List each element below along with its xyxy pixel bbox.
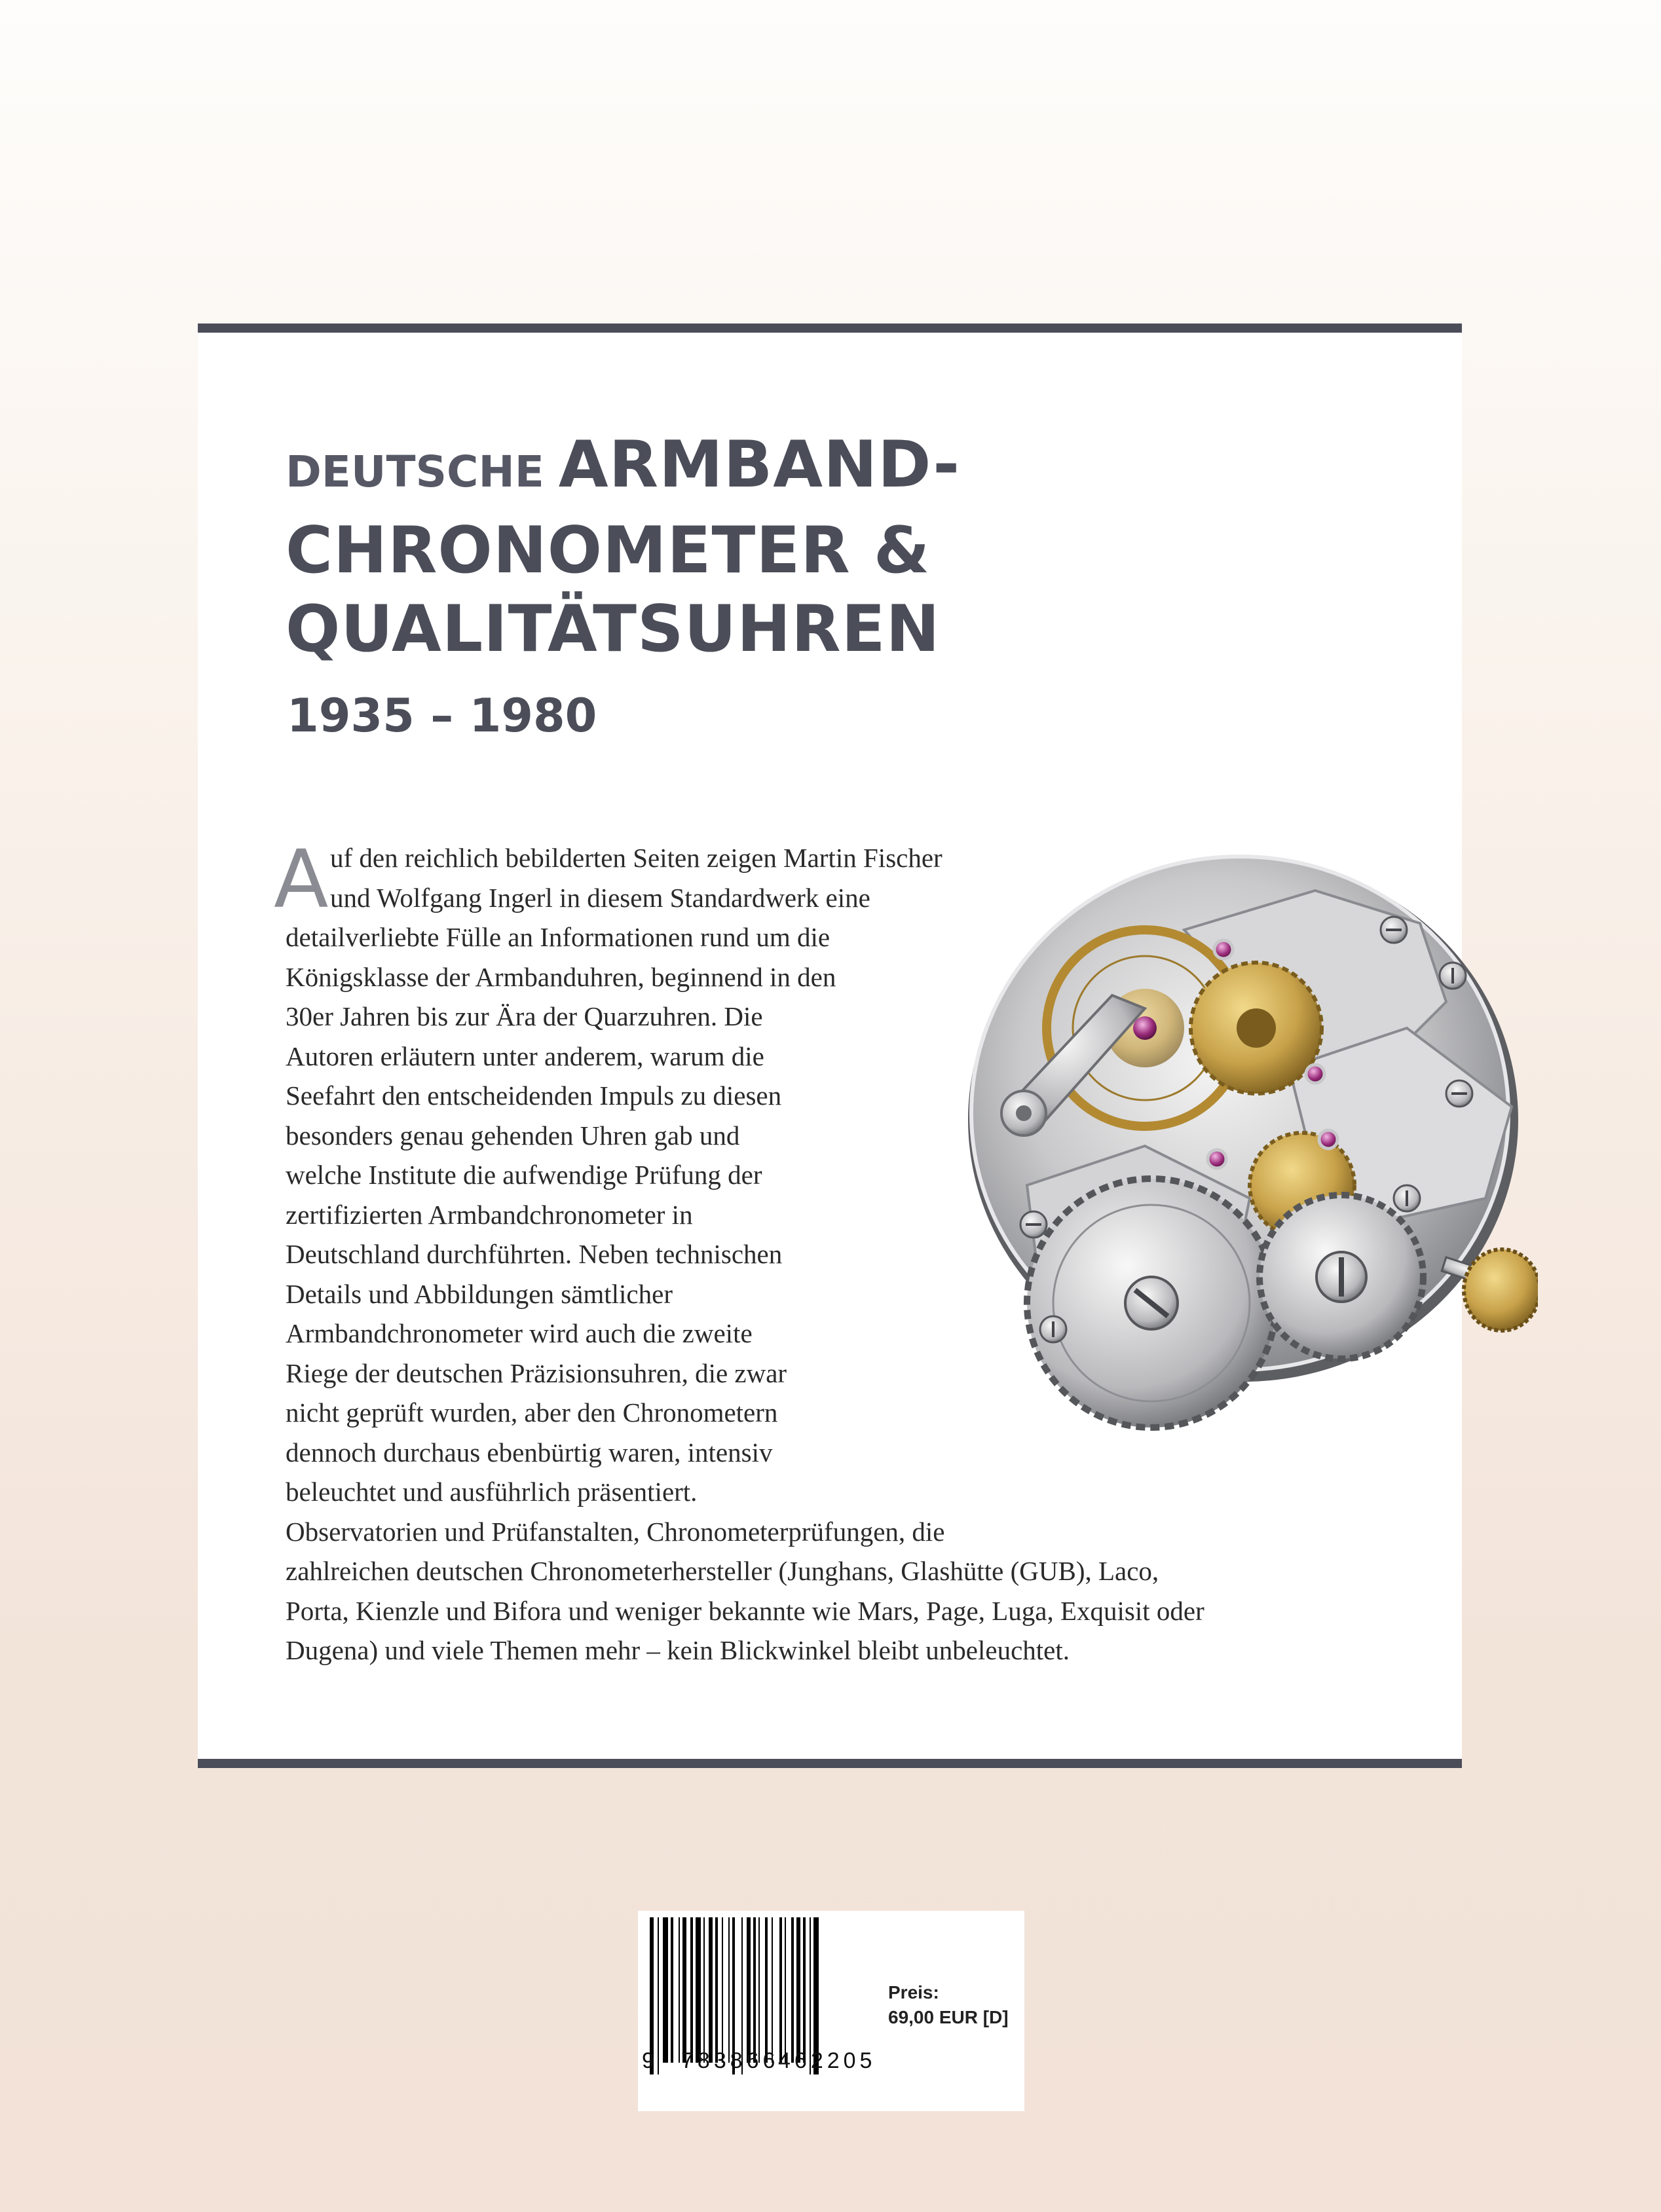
blurb-line: beleuchtet und ausführlich präsentiert. (286, 1477, 698, 1507)
barcode-bar (785, 1917, 786, 2063)
blurb-line: besonders genau gehenden Uhren gab und (286, 1120, 740, 1151)
barcode-bar (758, 1917, 760, 2063)
year-range: 1935 – 1980 (287, 689, 597, 743)
barcode-bar (671, 1917, 673, 2063)
blurb-line: Seefahrt den entscheidenden Impuls zu diesen (286, 1080, 782, 1111)
book-title (286, 426, 960, 669)
blurb-line: Riege der deutschen Präzisionsuhren, die zwar (286, 1357, 787, 1388)
title-word-armband: ARMBAND- (558, 428, 961, 502)
blurb-line: 30er Jahren bis zur Ära der Quarzuhren. Die (286, 1001, 763, 1031)
barcode-bar (658, 1917, 659, 2074)
barcode-bar (679, 1917, 680, 2063)
blurb-line: Details und Abbildungen sämtlicher (286, 1278, 673, 1309)
barcode-bar (715, 1917, 718, 2063)
drop-cap: A (274, 833, 329, 926)
barcode-bar (803, 1917, 806, 2063)
barcode-bar (747, 1917, 751, 2063)
barcode-digit-first: 9 (642, 2048, 654, 2073)
price-value: 69,00 EUR [D] (888, 2007, 1009, 2027)
blurb-line: Observatorien und Prüfanstalten, Chronometerprüfungen, die (286, 1516, 945, 1547)
top-rule (198, 323, 1462, 333)
bottom-rule (198, 1759, 1462, 1768)
blurb-line: Königsklasse der Armbanduhren, beginnend in den (286, 961, 836, 992)
barcode-bar (682, 1917, 686, 2063)
blurb-line: Dugena) und viele Themen mehr – kein Blickwinkel bleibt unbeleuchtet. (286, 1635, 1070, 1665)
barcode-bar (796, 1917, 800, 2063)
title-line-3: QUALITÄTSUHREN (286, 592, 941, 667)
barcode-bar (753, 1917, 756, 2063)
title-line-2: CHRONOMETER & (286, 513, 931, 588)
blurb-line: Autoren erläutern unter anderem, warum die (286, 1041, 764, 1071)
blurb-line: Deutschland durchführten. Neben technischen (286, 1239, 783, 1269)
watch-movement-icon (948, 832, 1538, 1454)
barcode-bar (663, 1917, 668, 2063)
barcode-bar (765, 1917, 768, 2063)
blurb-line: nicht geprüft wurden, aber den Chronometern (286, 1397, 778, 1428)
barcode-bar (728, 1917, 730, 2063)
blurb-line: und Wolfgang Ingerl in diesem Standardwerk eine (330, 882, 870, 913)
barcode-bar (772, 1917, 773, 2063)
barcode-digits-right: 462205 (778, 2048, 876, 2073)
price-block (888, 1980, 1009, 2030)
barcode-digits-left: 783866 (681, 2048, 779, 2073)
barcode-bar (696, 1917, 701, 2063)
barcode-bar (791, 1917, 794, 2063)
barcode-bar (709, 1917, 713, 2063)
barcode-bar (779, 1917, 782, 2063)
title-word-deutsche: DEUTSCHE (286, 447, 544, 497)
blurb-line: Porta, Kienzle und Bifora und weniger bekannte wie Mars, Page, Luga, Exquisit oder (286, 1595, 1204, 1626)
blurb-line: detailverliebte Fülle an Informationen rund um die (286, 922, 830, 952)
blurb-line: Armbandchronometer wird auch die zweite (286, 1318, 753, 1348)
title-line-1 (286, 426, 960, 511)
blurb-line: uf den reichlich bebilderten Seiten zeigen Martin Fischer (330, 843, 942, 873)
blurb-line: welche Institute die aufwendige Prüfung der (286, 1160, 762, 1190)
barcode-bar (703, 1917, 705, 2063)
price-label: Preis: (888, 1982, 939, 2002)
barcode-icon (639, 1911, 882, 2107)
blurb-line: dennoch durchaus ebenbürtig waren, intensiv (286, 1437, 773, 1467)
barcode-bar (690, 1917, 693, 2063)
barcode-bar (722, 1917, 723, 2063)
blurb-line: zertifizierten Armbandchronometer in (286, 1199, 693, 1230)
blurb-line: zahlreichen deutschen Chronometerhersteller (Junghans, Glashütte (GUB), Laco, (286, 1556, 1159, 1586)
